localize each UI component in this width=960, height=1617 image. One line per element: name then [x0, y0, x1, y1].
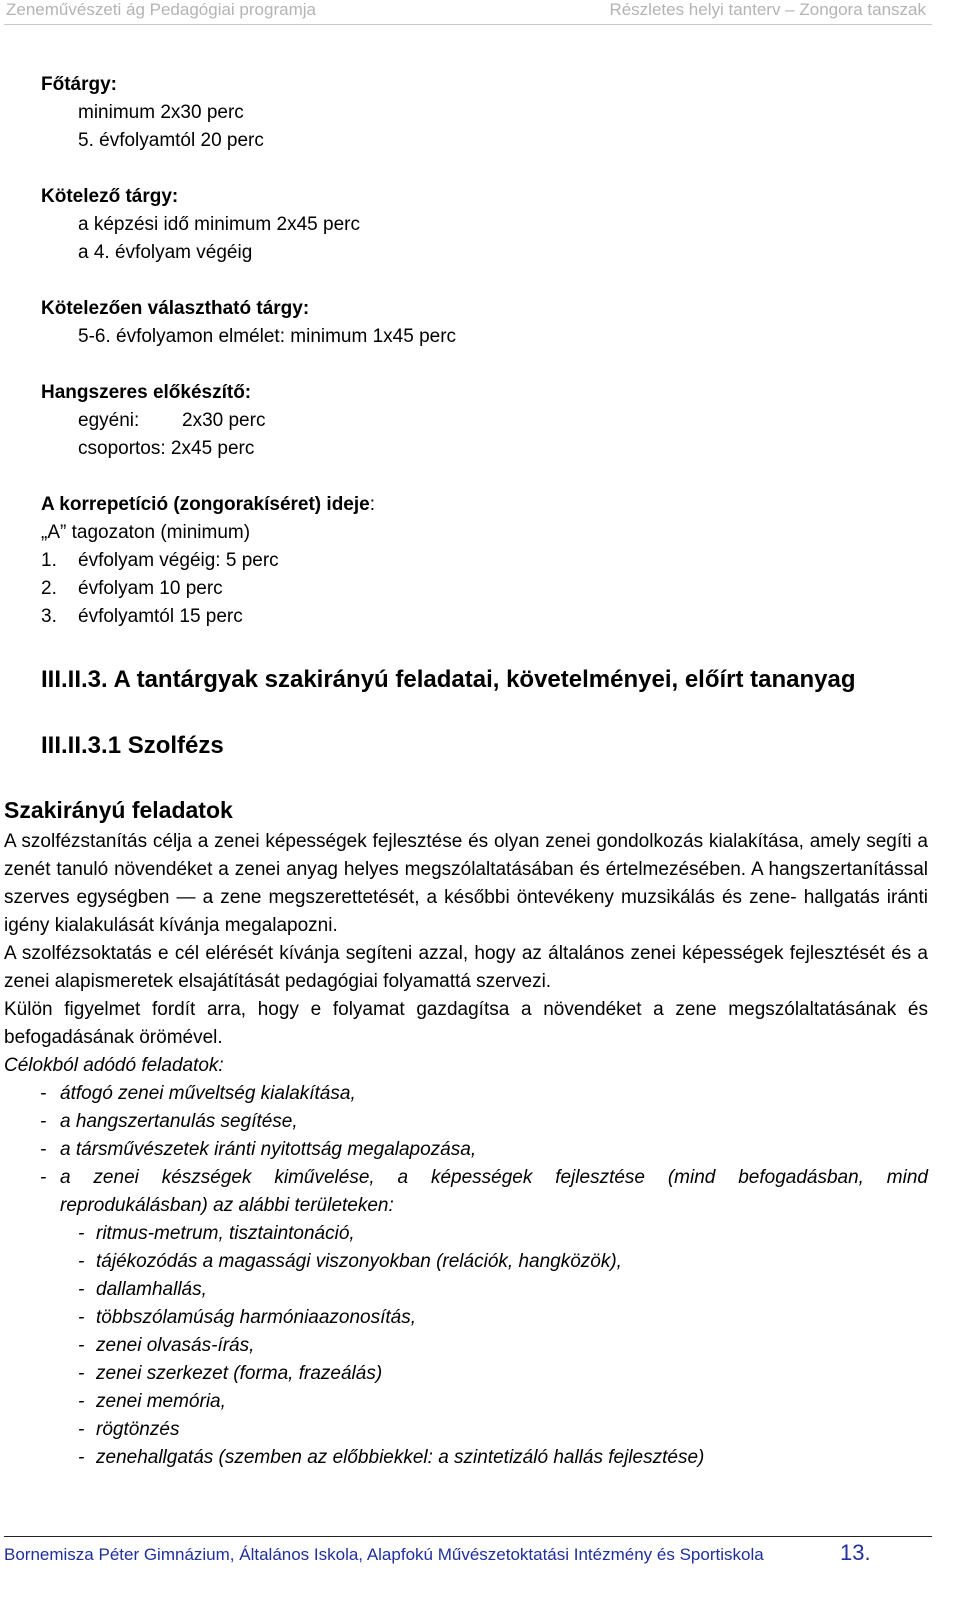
korrepeticio-num-3: 3. [41, 606, 57, 627]
footer-divider [4, 1536, 932, 1537]
szakiranyu-title: Szakirányú feladatok [4, 797, 233, 823]
szakiranyu-paragraph-3: Külön figyelmet fordít arra, hogy e folyamat gazdagítsa a növendéket a zene megszólaltatásának és befogadásának örömével. [4, 999, 928, 1048]
list-item-4-line-2: reprodukálásban) az alábbi területeken: [60, 1195, 394, 1216]
korrepeticio-num-2: 2. [41, 578, 57, 599]
list-dash: - [40, 1167, 47, 1188]
list-item-1: átfogó zenei műveltség kialakítása, [60, 1083, 356, 1104]
section-title: III.II.3. A tantárgyak szakirányú feladatai, követelményei, előírt tananyag [41, 666, 856, 693]
list-dash: - [78, 1307, 85, 1328]
fotargy-title: Főtárgy: [41, 74, 117, 95]
footer-institution: Bornemisza Péter Gimnázium, Általános Iskola, Alapfokú Művészetoktatási Intézmény és Sportiskola [4, 1545, 764, 1564]
korrepeticio-colon: : [369, 494, 375, 515]
valaszthato-line-1: 5-6. évfolyamon elmélet: minimum 1x45 perc [78, 326, 457, 347]
sublist-item-9: zenehallgatás (szemben az előbbiekkel: a szintetizáló hallás fejlesztése) [96, 1447, 705, 1468]
korrepeticio-heading [41, 494, 375, 516]
korrepeticio-item-2: évfolyam 10 perc [78, 578, 223, 599]
list-dash: - [40, 1083, 47, 1104]
list-dash: - [78, 1251, 85, 1272]
korrepeticio-item-3: évfolyamtól 15 perc [78, 606, 243, 627]
list-dash: - [78, 1419, 85, 1440]
celok-title: Célokból adódó feladatok: [4, 1055, 224, 1076]
elokeszito-csoportos: csoportos: 2x45 perc [78, 438, 255, 459]
fotargy-line-1: minimum 2x30 perc [78, 102, 244, 123]
header-divider [4, 24, 932, 25]
sublist-item-4: többszólamúság harmóniaazonosítás, [96, 1307, 417, 1328]
sublist-item-6: zenei szerkezet (forma, frazeálás) [96, 1363, 383, 1384]
valaszthato-title: Kötelezően választható tárgy: [41, 298, 310, 319]
list-item-4-line-1: a zenei készségek kiművelése, a képességek fejlesztése (mind befogadásban, mind [60, 1167, 928, 1188]
list-dash: - [78, 1391, 85, 1412]
kotelezo-title: Kötelező tárgy: [41, 186, 179, 207]
korrepeticio-num-1: 1. [41, 550, 57, 571]
sublist-item-3: dallamhallás, [96, 1279, 207, 1300]
korrepeticio-title: A korrepetíció (zongorakíséret) ideje [41, 494, 370, 515]
list-dash: - [78, 1223, 85, 1244]
elokeszito-egyeni-label: egyéni: [78, 410, 140, 431]
sublist-item-2: tájékozódás a magassági viszonyokban (relációk, hangközök), [96, 1251, 622, 1272]
list-item-3: a társművészetek iránti nyitottság megalapozása, [60, 1139, 477, 1160]
list-dash: - [40, 1139, 47, 1160]
korrepeticio-tagozat: „A” tagozaton (minimum) [41, 522, 251, 543]
list-dash: - [78, 1335, 85, 1356]
szakiranyu-paragraph-2: A szolfézsoktatás e cél elérését kívánja segíteni azzal, hogy az általános zenei képességek fejlesztését és a zenei alapismeretek elsajátítását pedagógiai folyamattá szervezi. [4, 943, 928, 992]
sublist-item-1: ritmus-metrum, tisztaintonáció, [96, 1223, 355, 1244]
list-dash: - [78, 1363, 85, 1384]
header-curriculum-title: Részletes helyi tanterv – Zongora tanszak [609, 0, 926, 19]
list-dash: - [40, 1111, 47, 1132]
elokeszito-egyeni-value: 2x30 perc [182, 410, 266, 431]
list-dash: - [78, 1447, 85, 1468]
sublist-item-7: zenei memória, [96, 1391, 226, 1412]
footer-page-number: 13. [840, 1540, 871, 1565]
elokeszito-title: Hangszeres előkészítő: [41, 382, 252, 403]
fotargy-line-2: 5. évfolyamtól 20 perc [78, 130, 264, 151]
kotelezo-line-2: a 4. évfolyam végéig [78, 242, 253, 263]
sublist-item-8: rögtönzés [96, 1419, 180, 1440]
subsection-title: III.II.3.1 Szolfézs [41, 732, 224, 759]
kotelezo-line-1: a képzési idő minimum 2x45 perc [78, 214, 360, 235]
list-item-2: a hangszertanulás segítése, [60, 1111, 298, 1132]
header-program-title: Zeneművészeti ág Pedagógiai programja [6, 0, 316, 19]
szakiranyu-paragraph-1: A szolfézstanítás célja a zenei képességek fejlesztése és olyan zenei gondolkozás kialakítása, amely segíti a zenét tanuló növendéket a zenei anyag helyes megszólaltatásában és értelmezésében. A hangszertanítással szerves egységben — a zene megszerettetését, a későbbi öntevékeny muzsikálás és zene- hallgatás iránti igény kialakulását kívánja megalapozni. [4, 831, 928, 936]
sublist-item-5: zenei olvasás-írás, [96, 1335, 255, 1356]
list-dash: - [78, 1279, 85, 1300]
korrepeticio-item-1: évfolyam végéig: 5 perc [78, 550, 279, 571]
